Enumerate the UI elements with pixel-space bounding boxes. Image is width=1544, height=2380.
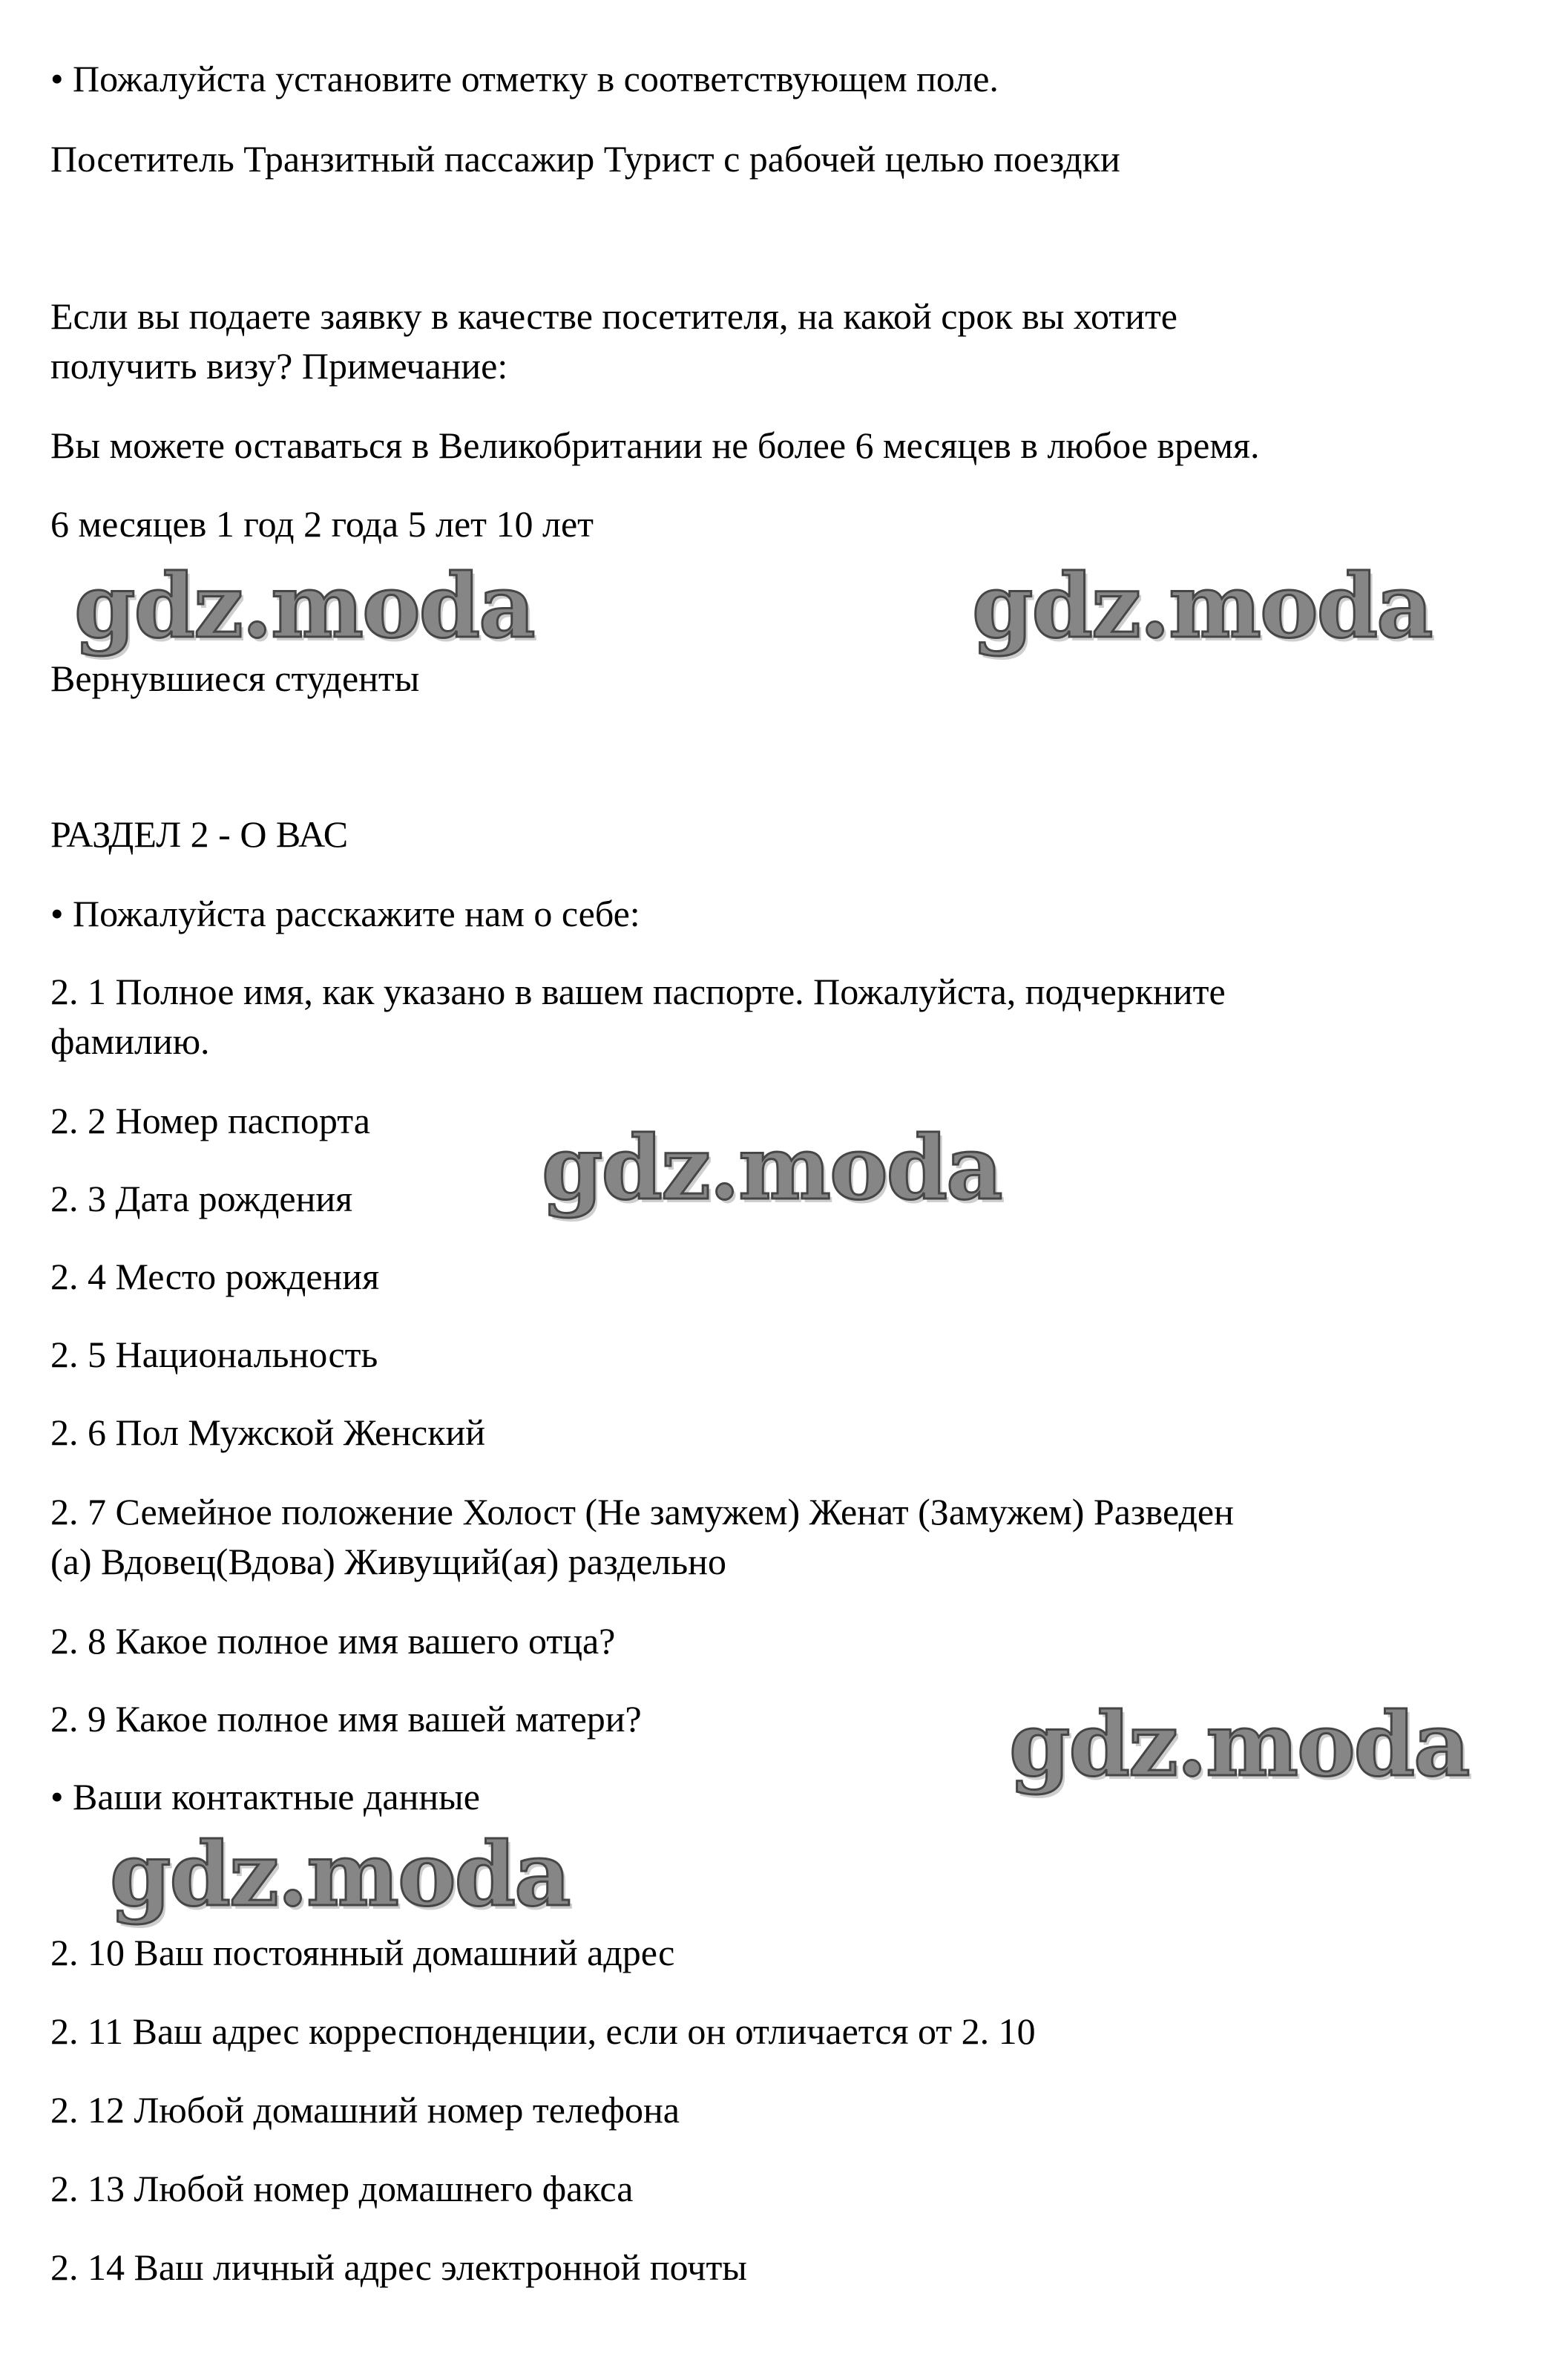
visitor-type-options: Посетитель Транзитный пассажир Турист с рабочей целью поездки	[50, 138, 1120, 180]
item-2-9: 2. 9 Какое полное имя вашей матери?	[50, 1698, 642, 1740]
item-2-2: 2. 2 Номер паспорта	[50, 1100, 370, 1141]
item-2-4: 2. 4 Место рождения	[50, 1256, 380, 1297]
watermark-3: gdz.moda	[542, 1116, 1002, 1219]
item-2-11: 2. 11 Ваш адрес корреспонденции, если он отличается от 2. 10	[50, 2010, 1036, 2052]
instruction-mark-field: • Пожалуйста установите отметку в соответствующем поле.	[50, 58, 999, 99]
about-you-instruction: • Пожалуйста расскажите нам о себе:	[50, 893, 640, 934]
watermark-1: gdz.moda	[74, 554, 534, 658]
watermark-2: gdz.moda	[972, 554, 1432, 658]
visa-term-question-line2: получить визу? Примечание:	[50, 345, 508, 387]
item-2-1-line1: 2. 1 Полное имя, как указано в вашем паспорте. Пожалуйста, подчеркните	[50, 971, 1226, 1012]
item-2-5: 2. 5 Национальность	[50, 1334, 378, 1375]
item-2-10: 2. 10 Ваш постоянный домашний адрес	[50, 1932, 675, 1973]
item-2-14: 2. 14 Ваш личный адрес электронной почты	[50, 2246, 747, 2288]
visa-term-options: 6 месяцев 1 год 2 года 5 лет 10 лет	[50, 503, 594, 545]
item-2-12: 2. 12 Любой домашний номер телефона	[50, 2089, 680, 2131]
item-2-7-line2: (а) Вдовец(Вдова) Живущий(ая) раздельно	[50, 1541, 726, 1582]
visa-term-note: Вы можете оставаться в Великобритании не более 6 месяцев в любое время.	[50, 424, 1260, 466]
visa-term-question-line1: Если вы подаете заявку в качестве посетителя, на какой срок вы хотите	[50, 295, 1177, 337]
watermark-4: gdz.moda	[1009, 1693, 1469, 1796]
item-2-3: 2. 3 Дата рождения	[50, 1178, 353, 1219]
item-2-13: 2. 13 Любой номер домашнего факса	[50, 2168, 634, 2209]
item-2-1-line2: фамилию.	[50, 1020, 210, 1062]
contact-details-heading: • Ваши контактные данные	[50, 1776, 480, 1817]
item-2-8: 2. 8 Какое полное имя вашего отца?	[50, 1620, 616, 1662]
returning-students: Вернувшиеся студенты	[50, 658, 420, 699]
watermark-5: gdz.moda	[110, 1823, 570, 1926]
item-2-7-line1: 2. 7 Семейное положение Холост (Не замужем) Женат (Замужем) Разведен	[50, 1491, 1234, 1532]
section-2-heading: РАЗДЕЛ 2 - О ВАС	[50, 813, 349, 855]
item-2-6: 2. 6 Пол Мужской Женский	[50, 1412, 486, 1453]
